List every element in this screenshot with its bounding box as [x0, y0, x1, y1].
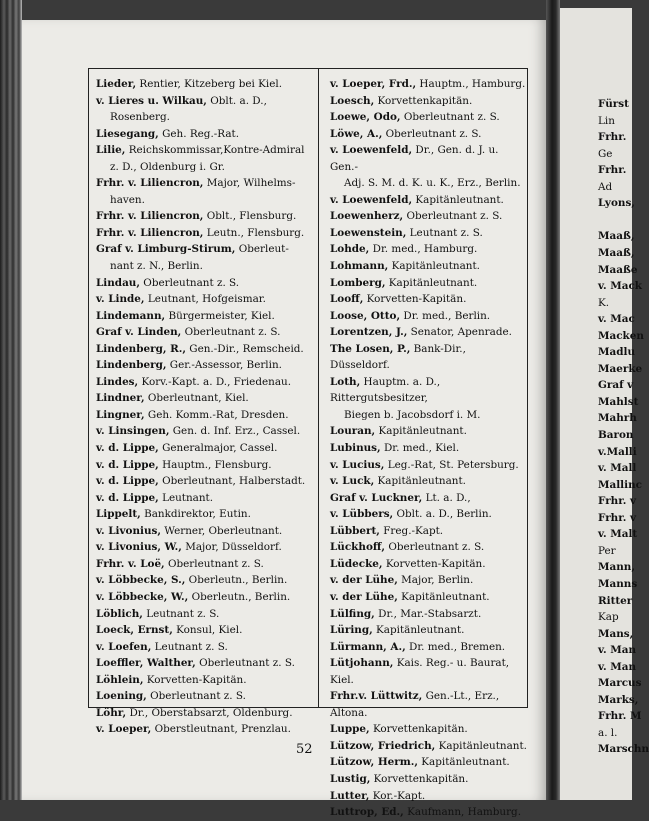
- directory-entry: [330, 241, 528, 258]
- entry-details: Oberleutnant z. S.: [406, 210, 503, 223]
- directory-entry: [330, 788, 528, 805]
- entry-name: Lüring,: [330, 624, 373, 637]
- directory-entry: [330, 754, 528, 771]
- entry-name: Loewenstein,: [330, 226, 407, 239]
- entry-details: Oberleutnant z. S.: [150, 690, 246, 703]
- entry-details: Oberleut-: [238, 243, 289, 256]
- entry-details: Korvettenkapitän.: [373, 772, 469, 785]
- directory-entry: [96, 705, 318, 722]
- entry-name: Lübbert,: [330, 524, 380, 537]
- entry-details: Werner, Oberleutnant.: [164, 524, 283, 537]
- entry-details: Rentier, Kitzeberg bei Kiel.: [139, 78, 283, 90]
- directory-entry: [330, 192, 528, 209]
- directory-entry: [96, 622, 318, 639]
- entry-name: Lindemann,: [96, 309, 166, 322]
- entry-name: Lindau,: [96, 276, 140, 289]
- directory-entry: [96, 606, 318, 623]
- facing-page-fragment: Per: [598, 544, 616, 557]
- entry-name: v. d. Lippe,: [96, 491, 159, 504]
- entry-details: Leutn., Flensburg.: [206, 226, 305, 239]
- directory-entry: [96, 407, 318, 424]
- entry-details: Generalmajor, Cassel.: [162, 442, 278, 455]
- entry-details: Major, Wilhelms-: [206, 177, 296, 190]
- entry-name: v. Lucius,: [330, 458, 385, 471]
- facing-page-fragment: Graf v: [598, 379, 634, 392]
- directory-entry: [330, 771, 528, 788]
- entry-name: Graf v. Luckner,: [330, 491, 423, 504]
- entry-name: Lilie,: [96, 144, 126, 157]
- directory-entry: [330, 721, 528, 738]
- entry-details: Korvetten-Kapitän.: [366, 293, 467, 306]
- entry-details: Gen. d. Inf. Erz., Cassel.: [172, 425, 301, 438]
- entry-name: Lutter,: [330, 789, 370, 802]
- directory-entry: [330, 738, 528, 755]
- facing-page-fragment: Frhr. v: [598, 495, 637, 508]
- entry-details: Korvetten-Kapitän.: [385, 557, 486, 570]
- directory-entry: [330, 490, 528, 507]
- entry-name: Lieder,: [96, 78, 137, 90]
- entry-details: Oblt., Flensburg.: [206, 210, 297, 223]
- directory-entry: [330, 291, 528, 308]
- entry-name: Lustig,: [330, 772, 371, 785]
- directory-entry: [96, 275, 318, 292]
- entry-details: Leutnant.: [162, 491, 214, 504]
- facing-page-fragment: v. Mack: [598, 280, 642, 293]
- entry-name: Lindes,: [96, 375, 139, 388]
- directory-entry: [330, 93, 528, 110]
- entry-name: Frhr. v. Liliencron,: [96, 226, 204, 239]
- directory-entry: [330, 589, 528, 606]
- entry-name: Lüdecke,: [330, 557, 383, 570]
- directory-entry: [96, 457, 318, 474]
- facing-page-fragment: Macken: [598, 329, 644, 342]
- directory-entry: [96, 208, 318, 225]
- entry-name: v. Linsingen,: [96, 425, 170, 438]
- entry-details: Oberleutnant z. S.: [385, 127, 482, 140]
- entry-name: The Losen, P.,: [330, 342, 411, 355]
- facing-page-fragment: Marks,: [598, 693, 639, 706]
- directory-entry: [330, 639, 528, 656]
- column-divider: [318, 69, 319, 707]
- directory-entry: [330, 622, 528, 639]
- entry-name: Loeck, Ernst,: [96, 624, 173, 637]
- entry-name: v. Loewenfeld,: [330, 193, 413, 206]
- directory-entry: [330, 341, 528, 374]
- entry-name: Luttrop, Ed.,: [330, 806, 404, 819]
- entry-details: Geh. Komm.-Rat, Dresden.: [147, 408, 289, 421]
- entry-details: Oblt. a. D., Berlin.: [396, 508, 492, 521]
- directory-entry: [96, 639, 318, 656]
- directory-entry: [330, 473, 528, 490]
- entry-name: v. Loewenfeld,: [330, 144, 413, 157]
- entry-details: Korvettenkapitän.: [372, 723, 468, 736]
- page-number: 52: [296, 742, 313, 757]
- entry-details: Gen.-Lt., Erz., Altona.: [330, 690, 500, 719]
- facing-page-fragment: v. Man: [598, 660, 637, 673]
- facing-page-fragment: Frhr.: [598, 164, 627, 177]
- directory-entry: [96, 423, 318, 440]
- entry-name: v. Loeper,: [96, 723, 152, 736]
- entry-name: Loewenherz,: [330, 210, 404, 223]
- entry-details: Ger.-Assessor, Berlin.: [169, 359, 282, 372]
- book-spine: [0, 0, 22, 800]
- entry-continuation: z. D., Oldenburg i. Gr.: [110, 160, 225, 173]
- entry-details: Leutnant, Hofgeismar.: [147, 293, 266, 306]
- directory-entry: [96, 589, 318, 606]
- directory-entry: [330, 423, 528, 440]
- facing-page-fragment: Maaß,: [598, 230, 635, 243]
- directory-entry: [330, 374, 528, 424]
- entry-name: Loeffler, Walther,: [96, 657, 196, 670]
- entry-details: Oberleutnant z. S.: [143, 276, 240, 289]
- directory-entry: [330, 208, 528, 225]
- entry-details: Oberleutnant, Kiel.: [147, 392, 249, 405]
- directory-entry: [330, 109, 528, 126]
- directory-entry: [330, 523, 528, 540]
- entry-continuation: Biegen b. Jacobsdorf i. M.: [344, 408, 481, 421]
- entry-name: Lütjohann,: [330, 657, 394, 670]
- entry-name: Loth,: [330, 375, 361, 388]
- facing-page-fragment: v. Mall: [598, 462, 637, 475]
- directory-entry: [330, 142, 528, 192]
- entry-name: v. Loeper, Frd.,: [330, 78, 417, 90]
- entry-name: Lindenberg,: [96, 359, 167, 372]
- facing-page-fragment: Mahrh: [598, 412, 637, 425]
- directory-entry: [330, 440, 528, 457]
- entry-name: v. Löbbecke, S.,: [96, 574, 186, 587]
- entry-name: v. Linde,: [96, 293, 145, 306]
- entry-details: Dr., Gen. d. J. u. Gen.-: [330, 144, 499, 173]
- entry-details: Oberleutnant, Halberstadt.: [162, 475, 306, 488]
- entry-details: Kapitänleutnant.: [388, 276, 478, 289]
- entry-name: Lippelt,: [96, 508, 141, 521]
- directory-entry: [96, 390, 318, 407]
- entry-name: Lürmann, A.,: [330, 640, 406, 653]
- entry-details: Kapitänleutnant.: [391, 260, 480, 273]
- facing-page-fragment: Frhr. M: [598, 710, 642, 723]
- directory-entry: [96, 539, 318, 556]
- directory-entry: [96, 473, 318, 490]
- entry-details: Kor.-Kapt.: [372, 789, 426, 802]
- right-column: [330, 76, 528, 821]
- entry-details: Dr. med., Berlin.: [403, 309, 491, 322]
- entry-details: Kais. Reg.- u. Baurat, Kiel.: [330, 657, 510, 686]
- directory-entry: [96, 556, 318, 573]
- book-gutter: [546, 0, 560, 800]
- entry-name: Lorentzen, J.,: [330, 326, 408, 339]
- facing-page-fragment: Mallinc: [598, 478, 642, 491]
- directory-entry: [330, 804, 528, 821]
- entry-details: Reichskommissar,Kontre-Admiral: [128, 144, 305, 157]
- facing-page-fragment: Ge: [598, 147, 613, 160]
- directory-entry: [96, 506, 318, 523]
- entry-name: Loewe, Odo,: [330, 111, 401, 124]
- directory-entry: [330, 308, 528, 325]
- entry-details: Kapitänleutnant.: [377, 475, 466, 488]
- facing-page-fragment: v.Malli: [598, 445, 637, 458]
- entry-name: Lindenberg, R.,: [96, 342, 186, 355]
- directory-entry: [96, 142, 318, 175]
- directory-entry: [96, 324, 318, 341]
- entry-name: Luppe,: [330, 723, 370, 736]
- facing-page-fragment: Ad: [598, 180, 613, 193]
- directory-entry: [330, 572, 528, 589]
- directory-entry: [96, 76, 318, 93]
- entry-details: Oberleutnant z. S.: [199, 657, 295, 670]
- entry-details: Oberleutnant z. S.: [403, 111, 500, 124]
- entry-details: Leutnant z. S.: [409, 226, 483, 239]
- facing-page-fragment: Frhr. v: [598, 511, 637, 524]
- facing-page-fragment: Marschn: [598, 743, 649, 756]
- entry-details: Major, Düsseldorf.: [185, 541, 282, 554]
- entry-name: Loose, Otto,: [330, 309, 401, 322]
- entry-details: Hauptm., Hamburg.: [419, 78, 526, 90]
- facing-page-fragment: Kap: [598, 611, 619, 624]
- entry-details: Oberstleutnant, Prenzlau.: [154, 723, 291, 736]
- entry-continuation: nant z. N., Berlin.: [110, 260, 203, 273]
- facing-page-fragment: Maaß,: [598, 246, 635, 259]
- directory-entry: [96, 572, 318, 589]
- entry-details: Kapitänleutnant.: [401, 590, 490, 603]
- entry-name: Liesegang,: [96, 127, 159, 140]
- facing-page-fragment: a. l.: [598, 726, 618, 739]
- entry-name: v. Löbbecke, W.,: [96, 590, 189, 603]
- directory-entry: [330, 225, 528, 242]
- entry-name: v. d. Lippe,: [96, 458, 159, 471]
- entry-name: Graf v. Linden,: [96, 326, 182, 339]
- left-column: [96, 76, 318, 738]
- entry-details: Freg.-Kapt.: [383, 524, 444, 537]
- entry-details: Dr., Mar.-Stabsarzt.: [378, 607, 482, 620]
- directory-entry: [330, 506, 528, 523]
- directory-entry: [96, 672, 318, 689]
- directory-entry: [96, 175, 318, 208]
- entry-name: v. Lübbers,: [330, 508, 394, 521]
- facing-page-fragment: Maaße: [598, 263, 638, 276]
- entry-details: Korvettenkapitän.: [377, 94, 473, 107]
- entry-name: v. Livonius, W.,: [96, 541, 182, 554]
- entry-name: Lomberg,: [330, 276, 386, 289]
- entry-details: Dr., Oberstabsarzt, Oldenburg.: [129, 706, 293, 719]
- entry-continuation: Rosenberg.: [110, 111, 170, 124]
- directory-entry: [96, 308, 318, 325]
- entry-details: Dr. med., Bremen.: [409, 640, 506, 653]
- facing-page-fragment: Lyons,: [598, 197, 635, 210]
- entry-name: Lückhoff,: [330, 541, 386, 554]
- directory-entry: [330, 556, 528, 573]
- entry-details: Leg.-Rat, St. Petersburg.: [387, 458, 519, 471]
- facing-page-fragment: v. Malt: [598, 528, 638, 541]
- entry-details: Dr. med., Hamburg.: [372, 243, 478, 256]
- directory-entry: [96, 126, 318, 143]
- entry-name: v. Luck,: [330, 475, 375, 488]
- directory-entry: [96, 357, 318, 374]
- entry-name: Lindner,: [96, 392, 145, 405]
- entry-name: Frhr. v. Liliencron,: [96, 177, 204, 190]
- entry-name: v. Loefen,: [96, 640, 152, 653]
- entry-details: Gen.-Dir., Remscheid.: [189, 342, 304, 355]
- entry-details: Oberleutnant z. S.: [167, 557, 264, 570]
- entry-details: Bürgermeister, Kiel.: [168, 309, 275, 322]
- directory-entry: [330, 655, 528, 688]
- directory-entry: [330, 126, 528, 143]
- entry-details: Bankdirektor, Eutin.: [144, 508, 251, 521]
- entry-details: Senator, Apenrade.: [410, 326, 512, 339]
- entry-details: Bank-Dir., Düsseldorf.: [330, 342, 466, 372]
- entry-continuation: haven.: [110, 193, 145, 206]
- entry-details: Hauptm. a. D., Rittergutsbesitzer,: [330, 375, 441, 405]
- facing-page-fragment: Baron: [598, 429, 634, 441]
- entry-details: Kapitänleutnant.: [378, 425, 467, 438]
- directory-entry: [330, 539, 528, 556]
- entry-details: Major, Berlin.: [401, 574, 474, 587]
- facing-page-fragment: Mann,: [598, 561, 635, 574]
- entry-name: Lingner,: [96, 408, 145, 421]
- entry-details: Hauptm., Flensburg.: [162, 458, 272, 471]
- entry-name: v. d. Lippe,: [96, 442, 159, 455]
- entry-name: Lohmann,: [330, 260, 389, 273]
- facing-page-fragment: Ritter: [598, 594, 633, 607]
- entry-name: Lohde,: [330, 243, 370, 256]
- entry-name: Lützow, Herm.,: [330, 756, 418, 769]
- facing-page-fragment: Fürst: [598, 98, 629, 110]
- entry-name: Löhlein,: [96, 673, 144, 686]
- facing-page-fragment: Lin: [598, 114, 615, 127]
- facing-page-fragment: Mahlst: [598, 395, 639, 408]
- entry-details: Kapitänleutnant.: [415, 193, 504, 206]
- directory-entry: [96, 688, 318, 705]
- entry-name: Loesch,: [330, 94, 375, 107]
- entry-details: Lt. a. D.,: [425, 491, 471, 504]
- entry-details: Korv.-Kapt. a. D., Friedenau.: [141, 375, 292, 388]
- entry-details: Kapitänleutnant.: [421, 756, 510, 769]
- directory-entry: [96, 490, 318, 507]
- entry-continuation: Adj. S. M. d. K. u. K., Erz., Berlin.: [344, 177, 521, 190]
- entry-details: Oberleutn., Berlin.: [191, 590, 291, 603]
- facing-page-fragment: Frhr.: [598, 131, 627, 144]
- directory-entry: [96, 225, 318, 242]
- entry-details: Geh. Reg.-Rat.: [162, 127, 239, 140]
- directory-entry: [96, 440, 318, 457]
- directory-entry: [330, 275, 528, 292]
- entry-name: v. d. Lippe,: [96, 475, 159, 488]
- entry-name: v. der Lühe,: [330, 574, 398, 587]
- directory-entry: [96, 721, 318, 738]
- facing-page-fragment: Marcus: [598, 677, 642, 690]
- directory-entry: [96, 341, 318, 358]
- entry-name: Louran,: [330, 425, 376, 438]
- directory-entry: [330, 324, 528, 341]
- directory-entry: [96, 93, 318, 126]
- directory-entry: [330, 606, 528, 623]
- entry-name: Lubinus,: [330, 442, 381, 455]
- entry-details: Kapitänleutnant.: [376, 624, 465, 637]
- facing-page-fragment: Manns: [598, 577, 638, 590]
- entry-details: Kapitänleutnant.: [438, 739, 527, 752]
- entry-details: Leutnant z. S.: [154, 640, 228, 653]
- entry-name: Frhr. v. Loë,: [96, 557, 165, 570]
- entry-name: v. der Lühe,: [330, 590, 398, 603]
- entry-name: Graf v. Limburg-Stirum,: [96, 243, 236, 256]
- entry-name: v. Livonius,: [96, 524, 161, 537]
- entry-details: Oberleutn., Berlin.: [188, 574, 288, 587]
- directory-entry: [96, 523, 318, 540]
- entry-details: Leutnant z. S.: [146, 607, 220, 620]
- entry-name: Loening,: [96, 690, 147, 703]
- entry-name: Löwe, A.,: [330, 127, 383, 140]
- directory-entry: [96, 291, 318, 308]
- entry-name: Löblich,: [96, 607, 143, 620]
- directory-entry: [330, 258, 528, 275]
- directory-entry: [96, 655, 318, 672]
- directory-entry: [96, 241, 318, 274]
- facing-page-fragment: K.: [598, 296, 610, 309]
- entry-details: Oberleutnant z. S.: [388, 541, 485, 554]
- entry-details: Kaufmann, Hamburg.: [407, 806, 522, 819]
- facing-page-fragment: v. Mac: [598, 313, 635, 326]
- directory-entry: [330, 688, 528, 721]
- entry-name: Looff,: [330, 293, 364, 306]
- directory-entry: [330, 457, 528, 474]
- facing-page-fragment: v. Man: [598, 644, 637, 657]
- entry-name: v. Lieres u. Wilkau,: [96, 94, 207, 107]
- entry-name: Frhr. v. Liliencron,: [96, 210, 204, 223]
- entry-name: Frhr.v. Lüttwitz,: [330, 690, 423, 703]
- directory-entry: [330, 76, 528, 93]
- entry-details: Dr. med., Kiel.: [383, 442, 460, 455]
- directory-entry: [96, 374, 318, 391]
- facing-page-fragment: Madlu: [598, 346, 636, 359]
- entry-details: Oberleutnant z. S.: [184, 326, 281, 339]
- entry-name: Löhr,: [96, 706, 127, 719]
- facing-page-fragment: Mans,: [598, 627, 634, 640]
- entry-details: Oblt. a. D.,: [210, 94, 267, 107]
- facing-page-fragment: Maerke: [598, 362, 643, 375]
- entry-name: Lülfing,: [330, 607, 375, 620]
- entry-details: Konsul, Kiel.: [176, 624, 243, 637]
- entry-name: Lützow, Friedrich,: [330, 739, 436, 752]
- entry-details: Korvetten-Kapitän.: [146, 673, 247, 686]
